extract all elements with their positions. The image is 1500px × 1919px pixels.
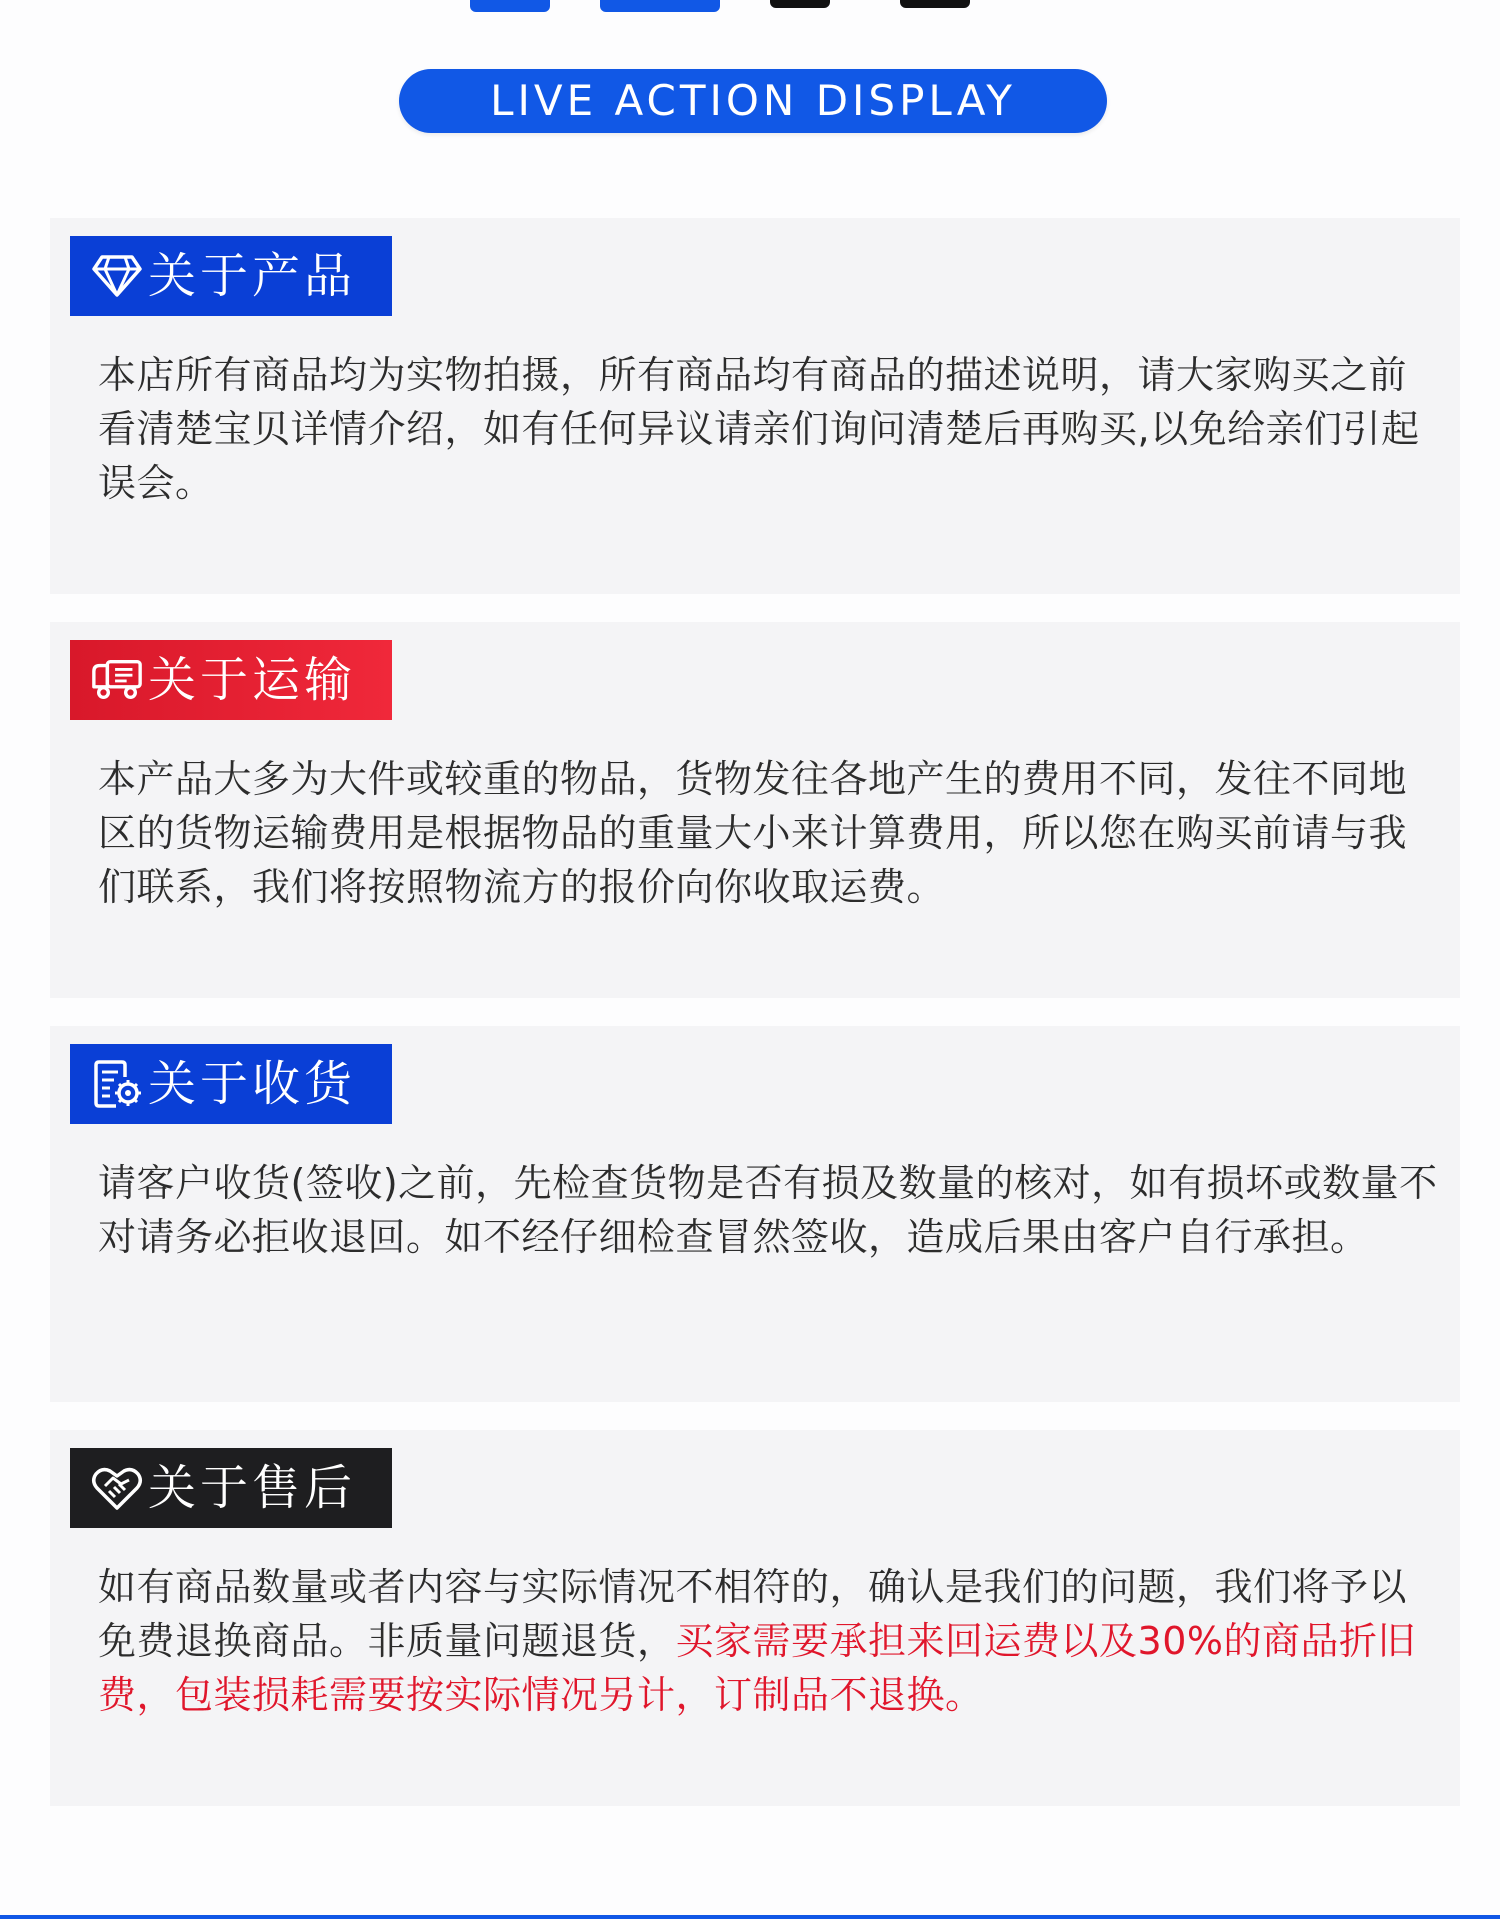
section-title: 关于产品 — [148, 248, 357, 304]
section-tag-shipping — [70, 640, 392, 720]
section-body-normal: 如有商品数量或者内容与实际情况不相符的，确认是我们的问题，我们将予以免费退换商品。非质量问题退货， — [98, 1565, 1408, 1663]
section-tag-after-sales — [70, 1448, 392, 1528]
receipt-gear-icon — [90, 1057, 144, 1111]
section-body: 请客户收货(签收)之前，先检查货物是否有损及数量的核对，如有损坏或数量不对请务必拒收退回。如不经仔细检查冒然签收，造成后果由客户自行承担。 — [98, 1161, 1438, 1259]
truck-icon — [90, 653, 144, 707]
section-title: 关于运输 — [148, 652, 357, 708]
section-title: 关于收货 — [148, 1056, 357, 1112]
diamond-icon — [90, 249, 144, 303]
heart-handshake-icon — [90, 1461, 144, 1515]
live-action-display-banner: LIVE ACTION DISPLAY — [399, 69, 1107, 133]
section-card-product — [50, 218, 1460, 594]
section-body — [98, 1560, 1438, 1722]
section-body-highlight: 买家需要承担来回运费以及30%的商品折旧费，包装损耗需要按实际情况另计，订制品不退换。 — [98, 1619, 1416, 1717]
headline-glyph-fragment — [600, 0, 720, 12]
section-tag-product — [70, 236, 392, 316]
section-card-after-sales — [50, 1430, 1460, 1806]
section-body: 本店所有商品均为实物拍摄，所有商品均有商品的描述说明，请大家购买之前看清楚宝贝详情介绍，如有任何异议请亲们询问清楚后再购买,以免给亲们引起误会。 — [98, 353, 1420, 505]
section-tag-receiving — [70, 1044, 392, 1124]
section-body: 本产品大多为大件或较重的物品，货物发往各地产生的费用不同，发往不同地区的货物运输费用是根据物品的重量大小来计算费用，所以您在购买前请与我们联系，我们将按照物流方的报价向你收取运费。 — [98, 757, 1408, 909]
section-title: 关于售后 — [148, 1460, 357, 1516]
section-card-receiving — [50, 1026, 1460, 1402]
headline-glyph-fragment — [900, 0, 970, 8]
section-card-shipping — [50, 622, 1460, 998]
cropped-headline — [0, 0, 1500, 14]
bottom-divider — [0, 1915, 1500, 1919]
headline-glyph-fragment — [470, 0, 550, 12]
headline-glyph-fragment — [770, 0, 830, 8]
